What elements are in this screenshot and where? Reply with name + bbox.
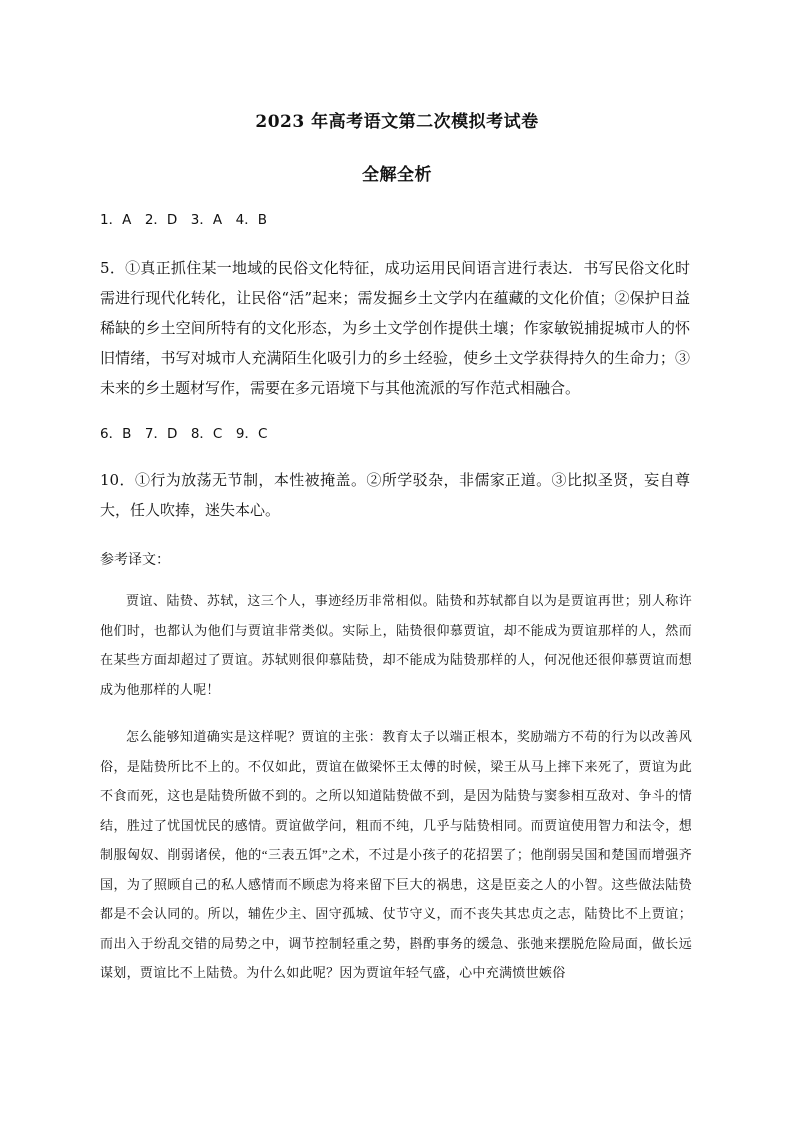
answer-row-1-4: 1．A 2．D 3．A 4．B [100,212,267,228]
answer-q10: 10．①行为放荡无节制，本性被掩盖。②所学驳杂，非儒家正道。③比拟圣贤，妄自尊大，任人吹捧，迷失本心。 [100,471,690,519]
answer-q5: 5．①真正抓住某一地域的民俗文化特征，成功运用民间语言进行表达．书写民俗文化时需进行现代化转化，让民俗“活”起来；需发掘乡土文学内在蕴藏的文化价值；②保护日益稀缺的乡土空间所特有的文化形态，为乡土文学创作提供土壤；作家敏锐捕捉城市人的怀旧情绪，书写对城市人充满陌生化吸引力的乡土经验，使乡土文学获得持久的生命力；③未来的乡土题材写作，需要在多元语境下与其他流派的写作范式相融合。 [100,259,690,397]
page-subtitle: 全解全析 [362,165,432,185]
translation-paragraph-2: 怎么能够知道确实是这样呢？贾谊的主张：教育太子以端正根本，奖励端方不苟的行为以改善风俗，是陆贽所比不上的。不仅如此，贾谊在做梁怀王太傅的时候，梁王从马上摔下来死了，贾谊为此不食而死，这也是陆贽所做不到的。之所以知道陆贽做不到，是因为陆贽与窦参相互敌对、争斗的情结，胜过了忧国忧民的感情。贾谊做学问，粗而不纯，几乎与陆贽相同。而贾谊使用智力和法令，想制服匈奴、削弱诸侯，他的“三表五饵”之术，不过是小孩子的花招罢了；他削弱吴国和楚国而增强齐国，为了照顾自己的私人感情而不顾虑为将来留下巨大的祸患，这是臣妾之人的小智。这些做法陆贽都是不会认同的。所以，辅佐少主、固守孤城、仗节守义，而不丧失其忠贞之志，陆贽比不上贾谊；而出入于纷乱交错的局势之中，调节控制轻重之势，斟酌事务的缓急、张弛来摆脱危险局面，做长远谋划，贾谊比不上陆贽。为什么如此呢？因为贾谊年轻气盛，心中充满愤世嫉俗 [100,729,692,980]
reference-translation-label: 参考译文： [100,552,170,568]
answer-row-6-9: 6．B 7．D 8．C 9．C [100,426,268,442]
page-title: 2023 年高考语文第二次模拟考试卷 [255,112,539,132]
translation-paragraph-1: 贾谊、陆贽、苏轼，这三个人，事迹经历非常相似。陆贽和苏轼都自以为是贾谊再世；别人称许他们时，也都认为他们与贾谊非常类似。实际上，陆贽很仰慕贾谊，却不能成为贾谊那样的人，然而在某些方面却超过了贾谊。苏轼则很仰慕陆贽，却不能成为陆贽那样的人，何况他还很仰慕贾谊而想成为他那样的人呢！ [100,593,692,697]
